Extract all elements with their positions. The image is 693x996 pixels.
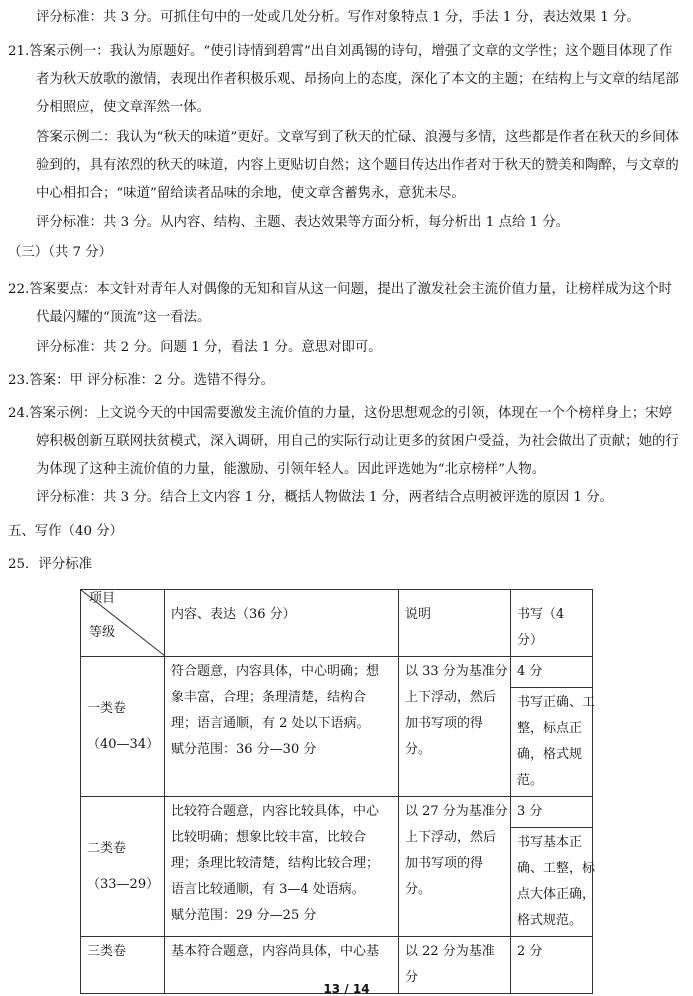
q22-answer — [8, 276, 672, 332]
content-line: 理；条理比较清楚，结构比较合理； — [171, 856, 380, 871]
writing-line: 确、工整，标 — [517, 861, 596, 876]
q21-criteria: 评分标准：共 3 分。从内容、结构、主题、表达效果等方面分析，每分析出 1 点给 1 分。 — [36, 215, 570, 230]
writing-line: 整，标点正 — [517, 721, 583, 736]
header-note: 说明 — [399, 590, 511, 657]
note-line: 加书写项的得 — [405, 856, 484, 871]
writing-line: 确，格式规 — [517, 747, 583, 762]
writing-line: 书写基本正 — [517, 835, 583, 850]
content-line: 语言比较通顺，有 3—4 处语病。 — [171, 882, 365, 897]
text-line: 者为秋天放歌的激情，表现出作者积极乐观、昂扬向上的态度，深化了本文的主题；在结构上与文章的结尾部 — [36, 72, 679, 87]
q22-criteria: 评分标准：共 2 分。问题 1 分，看法 1 分。意思对即可。 — [36, 340, 382, 355]
grade-cell — [81, 657, 165, 797]
text-line: 婷积极创新互联网扶贫模式，深入调研，用自己的实际行动让更多的贫困户受益，为社会做出了贡献；她的行 — [36, 434, 679, 449]
content-line: 比较明确；想象比较丰富，比较合 — [171, 830, 367, 845]
writing-score-cell: 4 分 — [511, 657, 593, 688]
q25-heading: 25．评分标准 — [8, 557, 92, 572]
content-cell — [165, 797, 399, 937]
writing-score-cell: 3 分 — [511, 797, 593, 828]
header-content: 内容、表达（36 分） — [165, 590, 399, 657]
grade-range: （40—34） — [87, 736, 160, 752]
table-row — [81, 797, 593, 828]
score-range: 赋分范围：29 分—25 分 — [171, 908, 317, 923]
writing-score-cell: 2 分 — [511, 937, 593, 994]
note-line: 分。 — [405, 742, 432, 757]
note-line: 加书写项的得 — [405, 716, 484, 731]
text-line: 22.答案要点：本文针对青年人对偶像的无知和盲从这一问题，提出了激发社会主流价值力量，让榜样成为这个时 — [8, 282, 673, 297]
content-cell: 基本符合题意，内容尚具体，中心基 — [165, 937, 399, 994]
section-3-heading: （三）（共 7 分） — [8, 245, 113, 260]
writing-desc-cell — [511, 828, 596, 937]
note-line: 以 27 分为基准分 — [405, 804, 508, 819]
text-line: 验到的，具有浓烈的秋天的味道，内容上更贴切自然；这个题目传达出作者对于秋天的赞美和陶醉，与文章的 — [36, 158, 679, 173]
table-row — [81, 657, 593, 688]
text-line: 中心相扣合；“味道”留给读者品味的余地，使文章含蓄隽永，意犹未尽。 — [36, 186, 465, 201]
q23-answer: 23.答案：甲 评分标准：2 分。选错不得分。 — [8, 373, 274, 388]
note-line: 上下浮动，然后 — [405, 830, 497, 845]
q21-example-2 — [36, 124, 679, 208]
section-5-heading: 五、写作（40 分） — [8, 524, 124, 539]
note-cell — [399, 797, 511, 937]
content-line: 符合题意，内容具体，中心明确；想 — [171, 664, 380, 679]
score-range: 赋分范围：36 分—30 分 — [171, 742, 317, 757]
text-line: 24.答案示例：上文说今天的中国需要激发主流价值的力量，这份思想观念的引领，体现在一个个榜样身上；宋婷 — [8, 406, 673, 421]
content-cell — [165, 657, 399, 797]
text-line: 答案示例二：我认为“秋天的味道”更好。文章写到了秋天的忙碌、浪漫与多情，这些都是作者在秋天的乡间体 — [36, 130, 680, 145]
content-line: 比较符合题意，内容比较具体，中心 — [171, 804, 380, 819]
grade-range: （33—29） — [87, 876, 160, 892]
note-line: 分。 — [405, 882, 432, 897]
q24-criteria: 评分标准：共 3 分。结合上文内容 1 分，概括人物做法 1 分，两者结合点明被评选的原因 1 分。 — [36, 490, 613, 505]
note-cell — [399, 657, 511, 797]
page-number: 13 / 14 — [323, 982, 370, 996]
q24-answer — [8, 400, 679, 484]
scoring-table — [80, 589, 596, 994]
text-line: 21.答案示例一：我认为原题好。“使引诗情到碧霄”出自刘禹锡的诗句，增强了文章的文学性；这个题目体现了作 — [8, 44, 673, 59]
text-line: 分相照应，使文章浑然一体。 — [36, 100, 211, 115]
content-line: 理；语言通顺，有 2 处以下语病。 — [171, 716, 370, 731]
writing-line: 点大体正确， — [517, 887, 596, 902]
header-item: 项目 — [89, 591, 116, 606]
q21-example-1 — [8, 38, 679, 122]
grade-cell — [81, 797, 165, 937]
writing-desc-cell — [511, 688, 596, 797]
grade-cell: 三类卷 — [81, 937, 165, 994]
header-writing: 书写（4 分） — [511, 590, 593, 657]
grade-label: 二类卷 — [87, 840, 127, 856]
header-grade: 等级 — [89, 625, 116, 640]
text-line: 代最闪耀的“顶流”这一看法。 — [36, 310, 211, 325]
table-header-row — [81, 590, 593, 657]
writing-line: 格式规范。 — [517, 913, 583, 928]
content-line: 象丰富，合理；条理清楚，结构合 — [171, 690, 367, 705]
q20-criteria: 评分标准：共 3 分。可抓住句中的一处或几处分析。写作对象特点 1 分，手法 1 分，表达效果 1 分。 — [36, 10, 640, 25]
grade-label: 一类卷 — [87, 700, 127, 716]
diagonal-header-cell — [81, 590, 165, 657]
note-cell: 以 22 分为基准分 — [399, 937, 511, 994]
writing-line: 范。 — [517, 773, 544, 788]
note-line: 上下浮动，然后 — [405, 690, 497, 705]
writing-line: 书写正确、工 — [517, 695, 596, 710]
note-line: 以 33 分为基准分 — [405, 664, 508, 679]
text-line: 为体现了这种主流价值的力量，能激励、引领年轻人。因此评选她为“北京榜样”人物。 — [36, 462, 546, 477]
